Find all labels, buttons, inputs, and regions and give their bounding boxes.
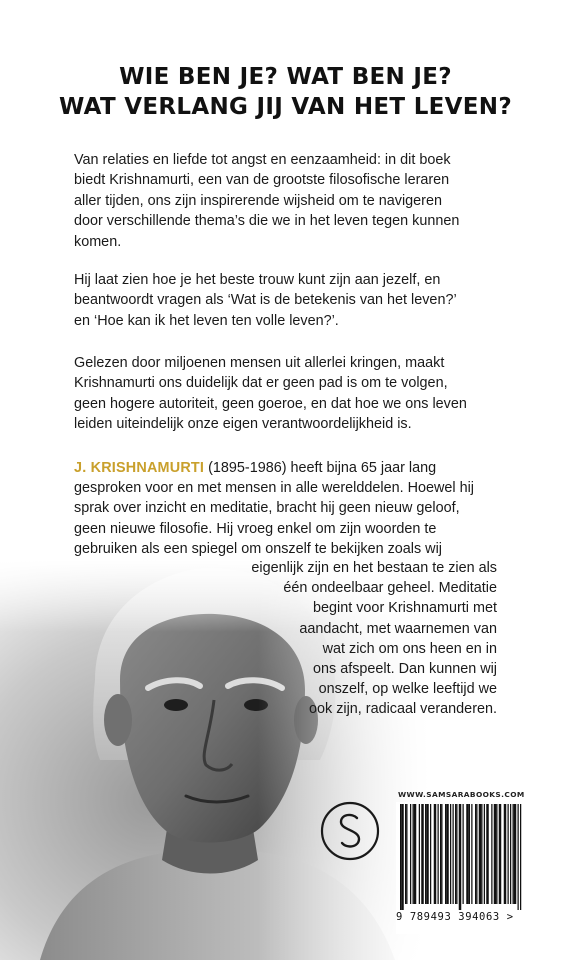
text-line: komen. [74,233,122,250]
barcode-bar [495,804,496,904]
barcode-bar [499,804,500,904]
text-line [74,458,534,478]
barcode-bar [469,804,470,904]
barcode-bar [480,804,481,904]
biography-top [74,458,534,559]
barcode-bar [481,804,482,904]
text-line: eigenlijk zijn en het bestaan te zien als [251,560,497,576]
text-line: en ‘Hoe kan ik het leven ten volle leven?’. [74,312,339,329]
barcode-bar [401,804,402,910]
text-line: Krishnamurti ons duidelijk dat er geen pad is om te volgen, [74,375,448,392]
barcode-bar [400,804,401,910]
text-line: biedt Krishnamurti, een van de grootste filosofische leraren [74,172,450,189]
barcode-bar [441,804,442,904]
headline-line-1: WIE BEN JE? WAT BEN JE? [119,64,452,90]
barcode-bar [440,804,441,904]
paragraph-questions [74,270,524,331]
barcode-bar [425,804,426,904]
barcode-bar [514,804,515,904]
text-line: onszelf, op welke leeftijd we [318,681,497,698]
text-line: geen nieuwe filosofie. Hij vroeg enkel om zijn woorden te [74,520,437,537]
text-line: begint voor Krishnamurti met [313,600,497,617]
barcode-bar [419,804,420,904]
barcode-bar [486,804,487,904]
barcode-bar [515,804,516,904]
barcode-bar [448,804,449,904]
barcode-bars [396,802,524,912]
text-line: één ondeelbaar geheel. Meditatie [283,580,497,597]
paragraph-readers [74,353,524,435]
barcode-bar [496,804,497,904]
barcode-bar [426,804,427,904]
barcode-bar [456,804,457,904]
barcode-bar [406,804,407,904]
barcode-bar [414,804,415,904]
text-line: wat zich om ons heen en in [322,640,497,657]
barcode-bar [505,804,506,904]
barcode-bar [459,804,460,910]
barcode-bar [460,804,461,910]
barcode-bar [491,804,492,904]
barcode-bar [410,804,411,904]
barcode-bar [450,804,451,904]
barcode-bar [415,804,416,904]
barcode-bar [403,804,404,910]
text-line: door verschillende thema’s die we in het leven tegen kunnen [74,213,460,230]
barcode-bar [423,804,424,904]
paragraph-intro [74,150,524,252]
barcode-bar [428,804,429,904]
barcode-bar [484,804,485,904]
text-line: geen hogere autoriteit, geen goeroe, en dat hoe we ons leven [74,395,467,412]
barcode-bar [445,804,446,904]
barcode-bar [446,804,447,904]
text-line: sprak over inzicht en meditatie, bracht hij geen nieuw geloof, [74,500,460,517]
barcode-bar [510,804,511,904]
barcode-bar [421,804,422,904]
text-line: leiden uiteindelijk onze eigen verantwoordelijkheid is. [74,416,412,433]
barcode-bar [405,804,406,904]
text-line: Gelezen door miljoenen mensen uit allerlei kringen, maakt [74,355,445,371]
barcode-bar [430,804,431,904]
publisher-logo-icon [319,800,381,862]
barcode-bar [435,804,436,904]
barcode-bar [479,804,480,904]
text-line: gesproken voor en met mensen in alle werelddelen. Hoewel hij [74,480,474,497]
headline-line-2: WAT VERLANG JIJ VAN HET LEVEN? [59,94,512,120]
barcode-bar [468,804,469,904]
text-line: aandacht, met waarnemen van [299,620,497,637]
text-line: Hij laat zien hoe je het beste trouw kunt zijn aan jezelf, en [74,272,441,288]
barcode-bar [453,804,454,904]
barcode-bar [494,804,495,904]
barcode-bar [504,804,505,904]
barcode-bar [500,804,501,904]
text-line: gebruiken als een spiegel om onszelf te bekijken zoals wij [74,540,442,557]
text-line: ook zijn, radicaal veranderen. [309,701,497,718]
barcode-bar [471,804,472,904]
text-line: aller tijden, ons zijn inspirerende wijsheid om te navigeren [74,192,442,209]
text-line: ons afspeelt. Dan kunnen wij [313,661,497,678]
barcode-bar [476,804,477,904]
barcode-bar [513,804,514,904]
barcode-bar [455,804,456,904]
barcode-bar [434,804,435,904]
barcode-bar [488,804,489,904]
barcode-bar [518,804,519,910]
barcode-bar [475,804,476,904]
author-name: J. KRISHNAMURTI [74,460,205,476]
barcode-bar [508,804,509,904]
barcode-bar [413,804,414,904]
barcode-bar [466,804,467,904]
text-line: beantwoordt vragen als ‘Wat is de betekenis van het leven?’ [74,292,457,309]
barcode-bar [438,804,439,904]
biography-right [197,558,497,720]
headline [0,62,571,122]
barcode-bar [520,804,521,910]
text-line: Van relaties en liefde tot angst en eenzaamheid: in dit boek [74,152,451,168]
publisher-website: WWW.SAMSARABOOKS.COM [398,790,525,799]
author-dates: (1895-1986) heeft bijna 65 jaar lang [204,460,437,476]
barcode-bar [463,804,464,904]
isbn-number: 9 789493 394063 > [396,911,514,923]
